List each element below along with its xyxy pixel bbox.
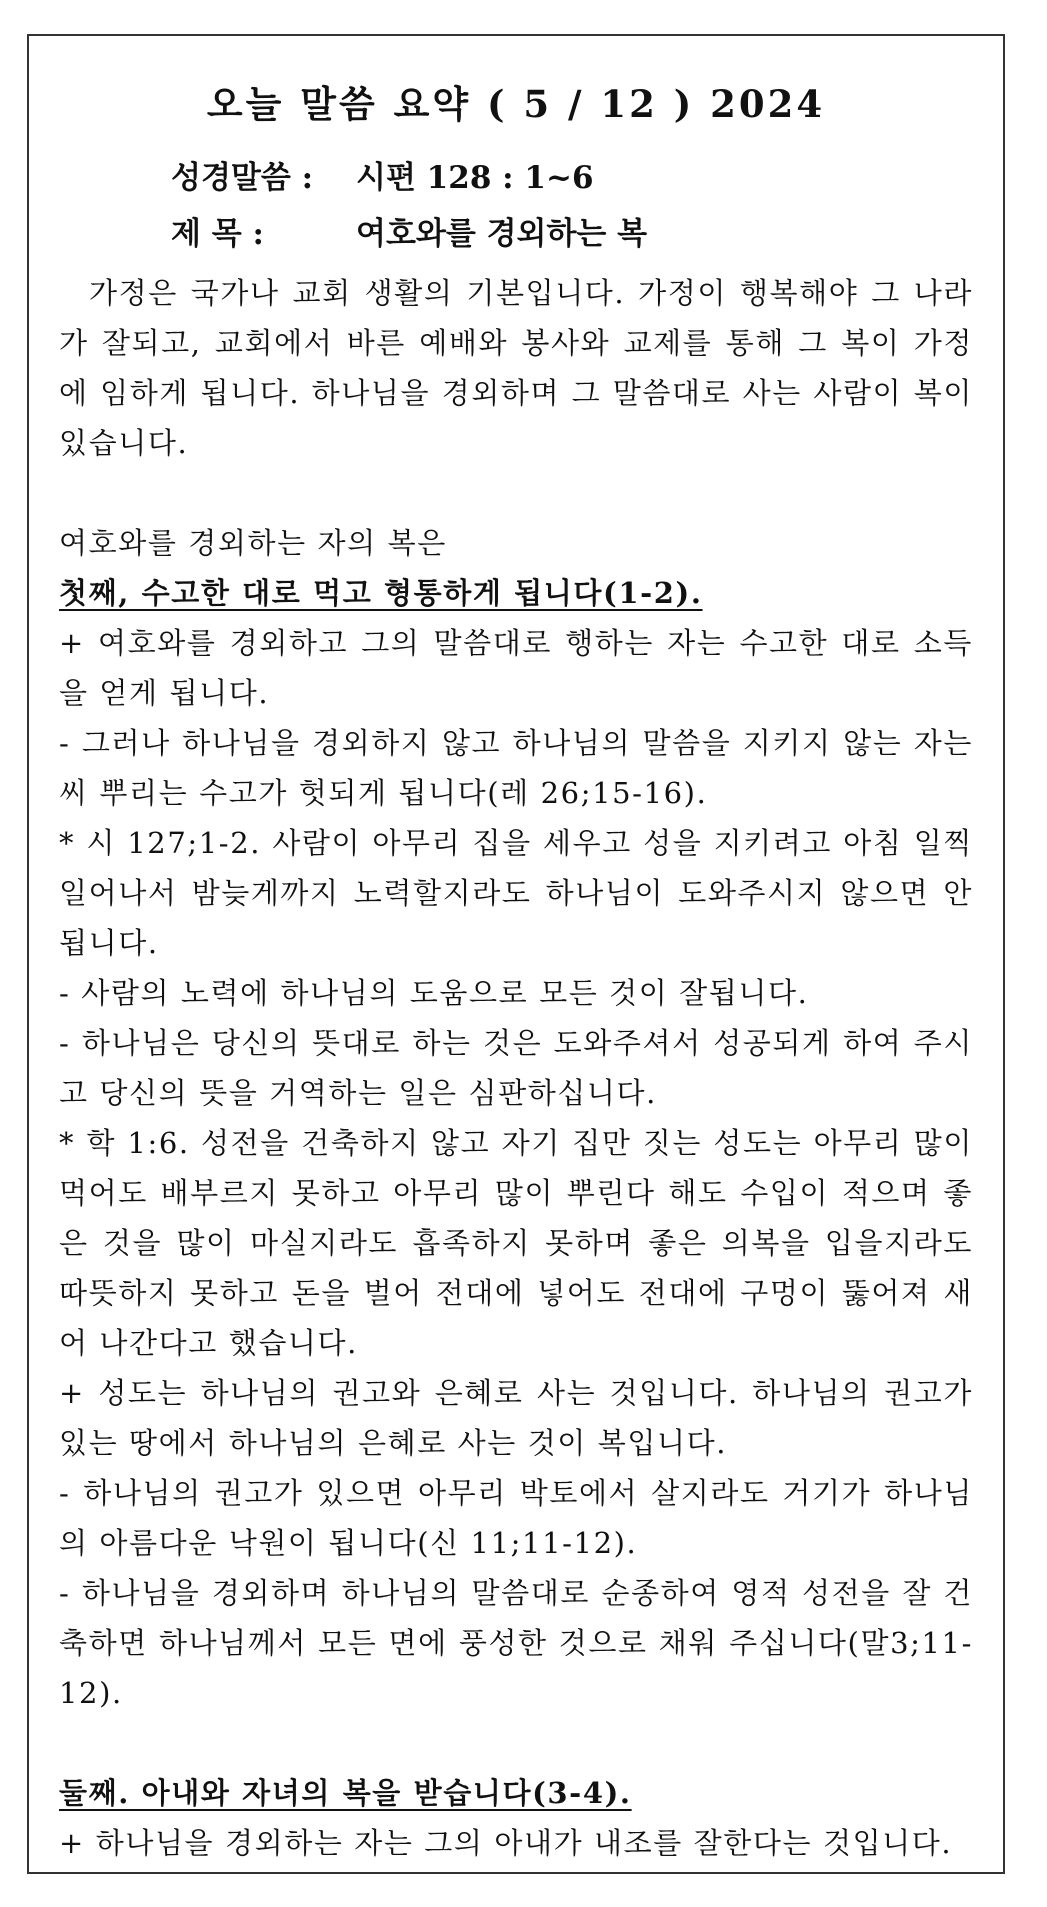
- lead-in: 여호와를 경외하는 자의 복은: [59, 526, 447, 560]
- scripture-label: 성경말씀 :: [171, 160, 314, 196]
- spacer: [59, 1718, 973, 1768]
- list-item: - 그러나 하나님을 경외하지 않고 하나님의 말씀을 지키지 않는 자는 씨 뿌리는 수고가 헛되게 됩니다(레 26;15-16).: [59, 726, 973, 810]
- subject-line: [59, 206, 973, 262]
- list-item: - 하나님의 권고가 있으면 아무리 박토에서 살지라도 거기가 하나님의 아름다운 낙원이 됩니다(신 11;11-12).: [59, 1476, 973, 1560]
- list-item: + 성도는 하나님의 권고와 은혜로 사는 것입니다. 하나님의 권고가 있는 땅에서 하나님의 은혜로 사는 것이 복입니다.: [59, 1376, 973, 1460]
- list-item: + 하나님을 경외하는 자는 그의 아내가 내조를 잘한다는 것입니다.: [59, 1826, 953, 1860]
- section-heading-1: 첫째, 수고한 대로 먹고 형통하게 됩니다(1-2).: [59, 576, 703, 610]
- subject-label: 제 목 :: [171, 216, 264, 252]
- scripture-line: [59, 150, 973, 206]
- sermon-body: [59, 268, 973, 1868]
- spacer: [59, 468, 973, 518]
- list-item: + 여호와를 경외하고 그의 말씀대로 행하는 자는 수고한 대로 소득을 얻게 됩니다.: [59, 626, 973, 710]
- list-item: - 사람의 노력에 하나님의 도움으로 모든 것이 잘됩니다.: [59, 976, 809, 1010]
- subject-value: 여호와를 경외하는 복: [356, 216, 648, 252]
- list-item: - 하나님을 경외하며 하나님의 말씀대로 순종하여 영적 성전을 잘 건축하면 하나님께서 모든 면에 풍성한 것으로 채워 주십니다(말3;11-12).: [59, 1576, 973, 1710]
- list-item: - 하나님은 당신의 뜻대로 하는 것은 도와주셔서 성공되게 하여 주시고 당신의 뜻을 거역하는 일은 심판하십니다.: [59, 1026, 973, 1110]
- list-item: * 학 1:6. 성전을 건축하지 않고 자기 집만 짓는 성도는 아무리 많이 먹어도 배부르지 못하고 아무리 많이 뿌린다 해도 수입이 적으며 좋은 것을 많이 마실지라도 흡족하지 못하며 좋은 의복을 입을지라도 따뜻하지 못하고 돈을 벌어 전대에 넣어도 전대에 구멍이 뚫어져 새어 나간다고 했습니다.: [59, 1126, 973, 1360]
- page-title: 오늘 말씀 요약 ( 5 / 12 ) 2024: [206, 82, 826, 126]
- list-item: * 시 127;1-2. 사람이 아무리 집을 세우고 성을 지키려고 아침 일찍 일어나서 밤늦게까지 노력할지라도 하나님이 도와주시지 않으면 안 됩니다.: [59, 826, 973, 960]
- intro-paragraph: 가정은 국가나 교회 생활의 기본입니다. 가정이 행복해야 그 나라가 잘되고, 교회에서 바른 예배와 봉사와 교제를 통해 그 복이 가정에 임하게 됩니다. 하나님을 경외하며 그 말씀대로 사는 사람이 복이 있습니다.: [59, 276, 973, 460]
- document-page: [27, 34, 1005, 1874]
- scripture-value: 시편 128 : 1~6: [356, 160, 594, 196]
- section-heading-2: 둘째. 아내와 자녀의 복을 받습니다(3-4).: [59, 1776, 632, 1810]
